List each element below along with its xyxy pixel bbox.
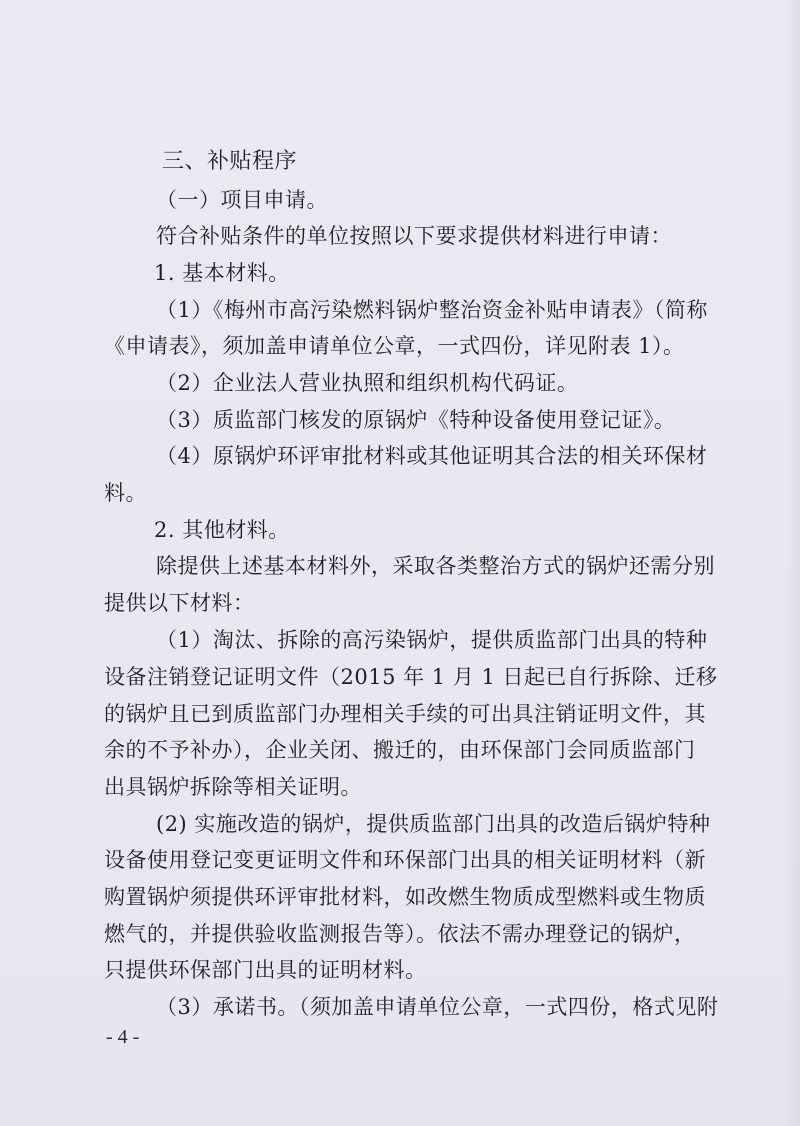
paragraph-line: （4）原锅炉环评审批材料或其他证明其合法的相关环保材 bbox=[156, 444, 708, 468]
paragraph-line: 余的不予补办），企业关闭、搬迁的，由环保部门会同质监部门 bbox=[104, 738, 696, 762]
paragraph-line: 料。 bbox=[104, 481, 147, 505]
paragraph-line: （1）淘汰、拆除的高污染锅炉，提供质监部门出具的特种 bbox=[156, 628, 708, 652]
paragraph-line: 提供以下材料： bbox=[104, 591, 255, 615]
paragraph-line: 《申请表》，须加盖申请单位公章，一式四份，详见附表 1）。 bbox=[104, 334, 685, 358]
paragraph-line: 购置锅炉须提供环评审批材料，如改燃生物质成型燃料或生物质 bbox=[104, 885, 706, 909]
paragraph-line: 除提供上述基本材料外，采取各类整治方式的锅炉还需分别 bbox=[156, 554, 715, 578]
paragraph-line: 符合补贴条件的单位按照以下要求提供材料进行申请： bbox=[156, 224, 672, 248]
paragraph-line: 设备注销登记证明文件（2015 年 1 月 1 日起已自行拆除、迁移 bbox=[104, 665, 718, 689]
scan-edge-shadow bbox=[784, 0, 800, 1126]
page-number: - 4 - bbox=[106, 1026, 140, 1048]
paragraph-line: 设备使用登记变更证明文件和环保部门出具的相关证明材料（新 bbox=[104, 848, 706, 872]
paragraph-line: （3）质监部门核发的原锅炉《特种设备使用登记证》。 bbox=[156, 408, 676, 432]
paragraph-line: （3）承诺书。（须加盖申请单位公章，一式四份，格式见附 bbox=[156, 995, 719, 1019]
subsection-heading: （一）项目申请。 bbox=[156, 188, 328, 212]
paragraph-line: 出具锅炉拆除等相关证明。 bbox=[104, 775, 362, 799]
paragraph-line: 只提供环保部门出具的证明材料。 bbox=[104, 958, 427, 982]
paragraph-line: （2）企业法人营业执照和组织机构代码证。 bbox=[156, 371, 579, 395]
item-heading: 2. 其他材料。 bbox=[154, 518, 290, 542]
section-heading: 三、补贴程序 bbox=[162, 149, 298, 174]
paragraph-line: 的锅炉且已到质监部门办理相关手续的可出具注销证明文件，其 bbox=[104, 702, 706, 726]
item-heading: 1. 基本材料。 bbox=[154, 261, 290, 285]
paragraph-line: 燃气的，并提供验收监测报告等）。依法不需办理登记的锅炉， bbox=[104, 922, 696, 946]
paragraph-line: (2) 实施改造的锅炉，提供质监部门出具的改造后锅炉特种 bbox=[156, 812, 711, 836]
paragraph-line: （1）《梅州市高污染燃料锅炉整治资金补贴申请表》（简称 bbox=[156, 298, 708, 322]
